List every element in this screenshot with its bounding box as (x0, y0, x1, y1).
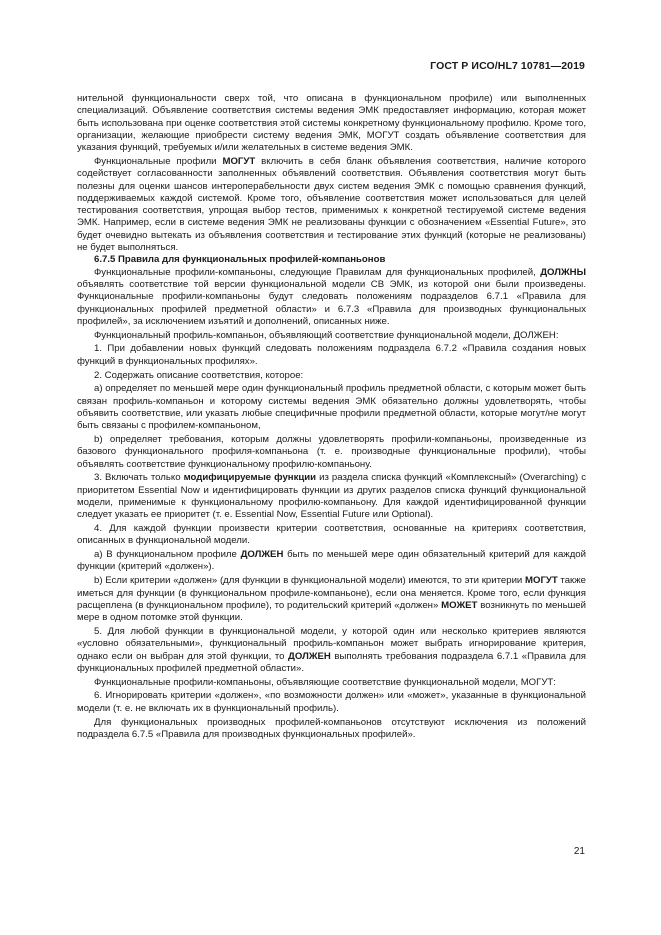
paragraph-shall-intro: Функциональный профиль-компаньон, объявляющий соответствие функциональной модели, ДОЛЖЕН: (94, 329, 559, 341)
list-item-4b: b) Если критерии «должен» (для функции в функциональной модели) имеются, то эти критерии МОГУТ также иметься для функции (в функциональном профиле-компаньоне), если она меняется. Кроме того, если функция расщеплена (в функциональном профиле), то родительский критерий «должен» МОЖЕТ возникнуть по меньшей мере в одном потомке этой функции. (77, 575, 586, 624)
list-item-3: 3. Включать только модифицируемые функции из раздела списка функций «Комплексный» (Overarching) с приоритетом Essential Now и идентифицировать функции из других разделов списка функций функциональной модели, применимые к функциональному профилю-компаньону. Для каждой идентифицированной функции следует указать ее приоритет (т. е. Essential Now, Essential Future или Optional). (77, 472, 586, 521)
list-item-4: 4. Для каждой функции произвести критерии соответствия, основанные на критериях соответствия, описанных в функциональной модели. (77, 523, 586, 547)
paragraph-companion-rules: Функциональные профили-компаньоны, следующие Правилам для функциональных профилей, ДОЛЖНЫ объявлять соответствие той версии функциональной модели СВ ЭМК, из которой они были произведены. Функциональные профили-компаньоны будут следовать положениям подразделов 6.7.1 «Правила для функциональных профилей предметной области» и 6.7.3 «Правила для производных функциональных профилей», за исключением изъятий и дополнений, описанных ниже. (77, 266, 586, 327)
document-id-header: ГОСТ Р ИСО/HL7 10781—2019 (430, 60, 585, 72)
list-item-2b: b) определяет требования, которым должны удовлетворять профили-компаньоны, произведенные из базового функционального профиля-компаньона (т. е. производные функциональные профили), чтобы объявлять соответствие функциональному профилю-компаньону. (77, 434, 586, 470)
paragraph-derived-exceptions: Для функциональных производных профилей-компаньонов отсутствуют исключения из положений подраздела 6.7.5 «Правила для производных функциональных профилей». (77, 716, 586, 740)
list-item-2: 2. Содержать описание соответствия, которое: (94, 369, 304, 381)
document-body (77, 93, 586, 741)
paragraph-may-intro: Функциональные профили-компаньоны, объявляющие соответствие функциональной модели, МОГУТ: (94, 676, 556, 688)
list-item-5: 5. Для любой функции в функциональной модели, у которой один или несколько критериев являются «условно обязательными», функциональный профиль-компаньон может выбрать игнорирование критерия, однако если он выбран для этой функции, то ДОЛЖЕН выполнять требования подраздела 6.7.1 «Правила для функциональных профилей предметной области». (77, 625, 586, 674)
list-item-6: 6. Игнорировать критерии «должен», «по возможности должен» или «может», указанные в функциональной модели (т. е. не включать их в функциональный профиль). (77, 690, 586, 714)
paragraph-conformance-form: Функциональные профили МОГУТ включить в себя бланк объявления соответствия, наличие которого содействует согласованности заполненных объявлений соответствия. Объявления соответствия могут быть полезны для оценки шансов интероперабельности двух систем ведения ЭМК с помощью сравнения функций, поддерживаемых каждой системой. Кроме того, объявление соответствия может использоваться для целей тестирования соответствия, упрощая выбор тестов, применимых к конкретной тестируемой системе ведения ЭМК. Например, если в системе ведения ЭМК не реализованы функции с обозначением «Essential Future», это будет очевидно вытекать из объявления соответствия и тестирование этих функций (которые не реализованы) не будет выполняться. (77, 155, 586, 254)
list-item-4a: а) В функциональном профиле ДОЛЖЕН быть по меньшей мере один обязательный критерий для каждой функции (критерий «должен»). (77, 549, 586, 573)
page-number: 21 (573, 846, 585, 857)
paragraph-continuation: нительной функциональности сверх той, что описана в функциональном профиле) или выполненных специализаций. Объявление соответствия системы ведения ЭМК предоставляет информацию, которая может быть использована при оценке соответствия этой системы конкретному функциональному профилю. Кроме того, организации, желающие приобрести систему ведения ЭМК, МОГУТ создать объявление соответствия для указания функций, требуемых и/или желательных в системе ведения ЭМК. (77, 93, 586, 154)
list-item-2a: а) определяет по меньшей мере один функциональный профиль предметной области, с которым может быть связан профиль-компаньон и которому системы ведения ЭМК обязательно должны удовлетворять, чтобы объявить соответствие, или указать любые специфичные профили предметной области, которые могут/не могут быть связаны с профилем-компаньоном, (77, 383, 586, 432)
section-heading-6-7-5: 6.7.5 Правила для функциональных профилей-компаньонов (94, 254, 386, 266)
list-item-1: 1. При добавлении новых функций следовать положениям подраздела 6.7.2 «Правила создания новых функций в функциональных профилях». (77, 343, 586, 367)
